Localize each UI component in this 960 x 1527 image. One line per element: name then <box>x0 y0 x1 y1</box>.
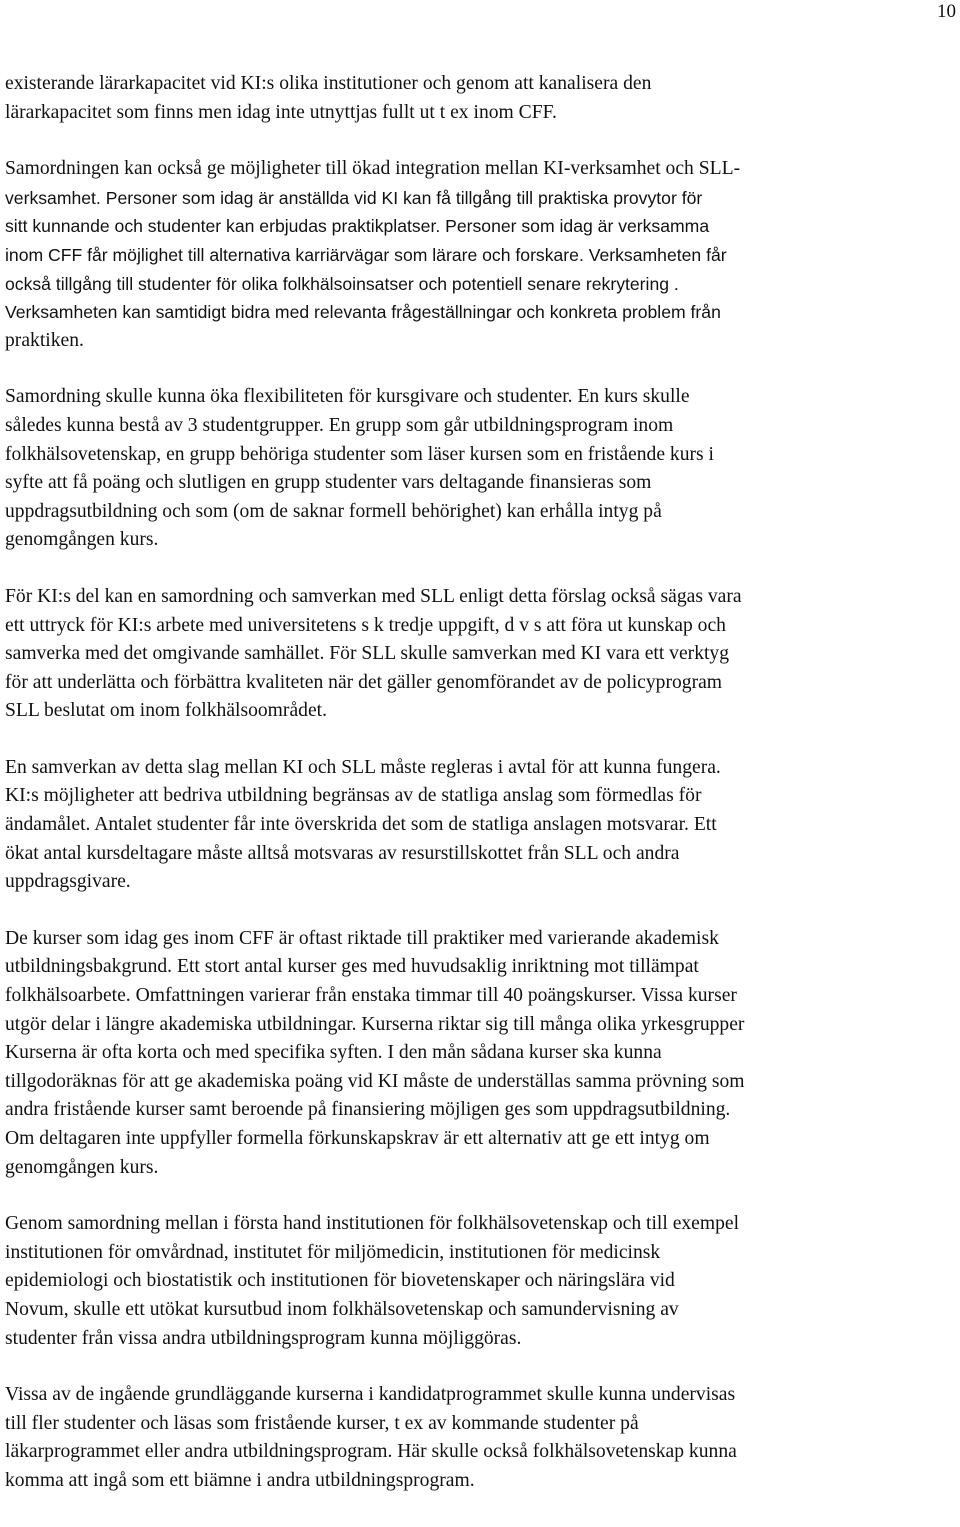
text-line: Samordning skulle kunna öka flexibiliteten för kursgivare och studenter. En kurs skulle <box>5 386 690 408</box>
text-line: KI:s möjligheter att bedriva utbildning begränsas av de statliga anslag som förmedlas för <box>5 785 702 807</box>
text-line: epidemiologi och biostatistik och institutionen för biovetenskaper och näringslära vid <box>5 1270 675 1292</box>
text-line: ändamålet. Antalet studenter får inte överskrida det som de statliga anslagen motsvarar. Ett <box>5 814 717 836</box>
text-line: Genom samordning mellan i första hand institutionen för folkhälsovetenskap och till exempel <box>5 1213 740 1235</box>
text-line: För KI:s del kan en samordning och samverkan med SLL enligt detta förslag också sägas vara <box>5 585 742 607</box>
text-line: studenter från vissa andra utbildningsprogram kunna möjliggöras. <box>5 1327 522 1349</box>
text-line: samverka med det omgivande samhället. För SLL skulle samverkan med KI vara ett verktyg <box>5 643 730 665</box>
text-line: genomgången kurs. <box>5 529 159 551</box>
text-line: Vissa av de ingående grundläggande kurserna i kandidatprogrammet skulle kunna undervisas <box>5 1384 736 1406</box>
text-line: syfte att få poäng och slutligen en grupp studenter vars deltagande finansieras som <box>5 472 652 494</box>
text-line: uppdragsutbildning och som (om de saknar formell behörighet) kan erhålla intyg på <box>5 500 662 522</box>
page-number: 10 <box>937 1 956 22</box>
text-line: Om deltagaren inte uppfyller formella förkunskapskrav är ett alternativ att ge ett intyg om <box>5 1128 710 1149</box>
text-line: andra fristående kurser samt beroende på finansiering möjligen ges som uppdragsutbildning. <box>5 1099 731 1121</box>
text-line: Kurserna är ofta korta och med specifika syften. I den mån sådana kurser ska kunna <box>5 1042 662 1064</box>
text-line: sitt kunnande och studenter kan erbjudas praktikplatser. Personer som idag är verksamma <box>5 216 710 237</box>
text-line: utbildningsbakgrund. Ett stort antal kurser ges med huvudsaklig inriktning mot tillämpat <box>5 956 699 978</box>
text-line: till fler studenter och läsas som fristående kurser, t ex av kommande studenter på <box>5 1412 639 1434</box>
text-line: ökat antal kursdeltagare måste alltså motsvaras av resurstillskottet från SLL och andra <box>5 842 680 864</box>
text-line: Novum, skulle ett utökat kursutbud inom folkhälsovetenskap och samundervisning av <box>5 1298 679 1320</box>
text-line: institutionen för omvårdnad, institutet för miljömedicin, institutionen för medicinsk <box>5 1241 661 1263</box>
text-line: tillgodoräknas för att ge akademiska poäng vid KI måste de underställas samma prövning som <box>5 1070 745 1092</box>
text-line: för att underlätta och förbättra kvaliteten när det gäller genomförandet av de policyprogram <box>5 671 723 693</box>
paragraph-6 <box>5 925 957 1182</box>
text-line: folkhälsovetenskap, en grupp behöriga studenter som läser kursen som en fristående kurs i <box>5 443 715 465</box>
text-line: komma att ingå som ett biämne i andra utbildningsprogram. <box>5 1469 475 1491</box>
text-line: praktiken. <box>5 329 84 351</box>
text-line: ett uttryck för KI:s arbete med universitetens s k tredje uppgift, d v s att föra ut kunskap och <box>5 614 726 636</box>
paragraph-8 <box>5 1381 957 1495</box>
text-line: SLL beslutat om inom folkhälsoområdet. <box>5 700 327 722</box>
text-line: inom CFF får möjlighet till alternativa karriärvägar som lärare och forskare. Verksamheten får <box>5 244 727 265</box>
text-line: uppdragsgivare. <box>5 871 131 893</box>
paragraph-5 <box>5 754 957 897</box>
paragraph-7 <box>5 1210 957 1353</box>
text-line: lärarkapacitet som finns men idag inte utnyttjas fullt ut t ex inom CFF. <box>5 101 557 123</box>
text-line: En samverkan av detta slag mellan KI och SLL måste regleras i avtal för att kunna fungera. <box>5 756 721 778</box>
text-line: folkhälsoarbete. Omfattningen varierar från enstaka timmar till 40 poängskurser. Vissa kurser <box>5 985 737 1007</box>
document-body <box>5 70 957 1524</box>
text-line: också tillgång till studenter för olika folkhälsoinsatser och potentiell senare rekrytering . <box>5 273 679 294</box>
paragraph-1 <box>5 70 957 127</box>
paragraph-3 <box>5 383 957 555</box>
text-line: De kurser som idag ges inom CFF är oftast riktade till praktiker med varierande akademisk <box>5 927 719 949</box>
text-line: existerande lärarkapacitet vid KI:s olika institutioner och genom att kanalisera den <box>5 73 652 94</box>
paragraph-2 <box>5 155 957 355</box>
text-line: utgör delar i längre akademiska utbildningar. Kurserna riktar sig till många olika yrkesgrupper <box>5 1013 745 1035</box>
text-line: Samordningen kan också ge möjligheter till ökad integration mellan KI-verksamhet och SLL- <box>5 158 741 180</box>
text-line: verksamhet. Personer som idag är anställda vid KI kan få tillgång till praktiska provytor för <box>5 187 703 208</box>
text-line: läkarprogrammet eller andra utbildningsprogram. Här skulle också folkhälsovetenskap kunna <box>5 1441 737 1463</box>
text-line: genomgången kurs. <box>5 1156 159 1178</box>
text-line: således kunna bestå av 3 studentgrupper. En grupp som går utbildningsprogram inom <box>5 414 674 436</box>
text-line: Verksamheten kan samtidigt bidra med relevanta frågeställningar och konkreta problem från <box>5 302 721 323</box>
paragraph-4 <box>5 583 957 726</box>
